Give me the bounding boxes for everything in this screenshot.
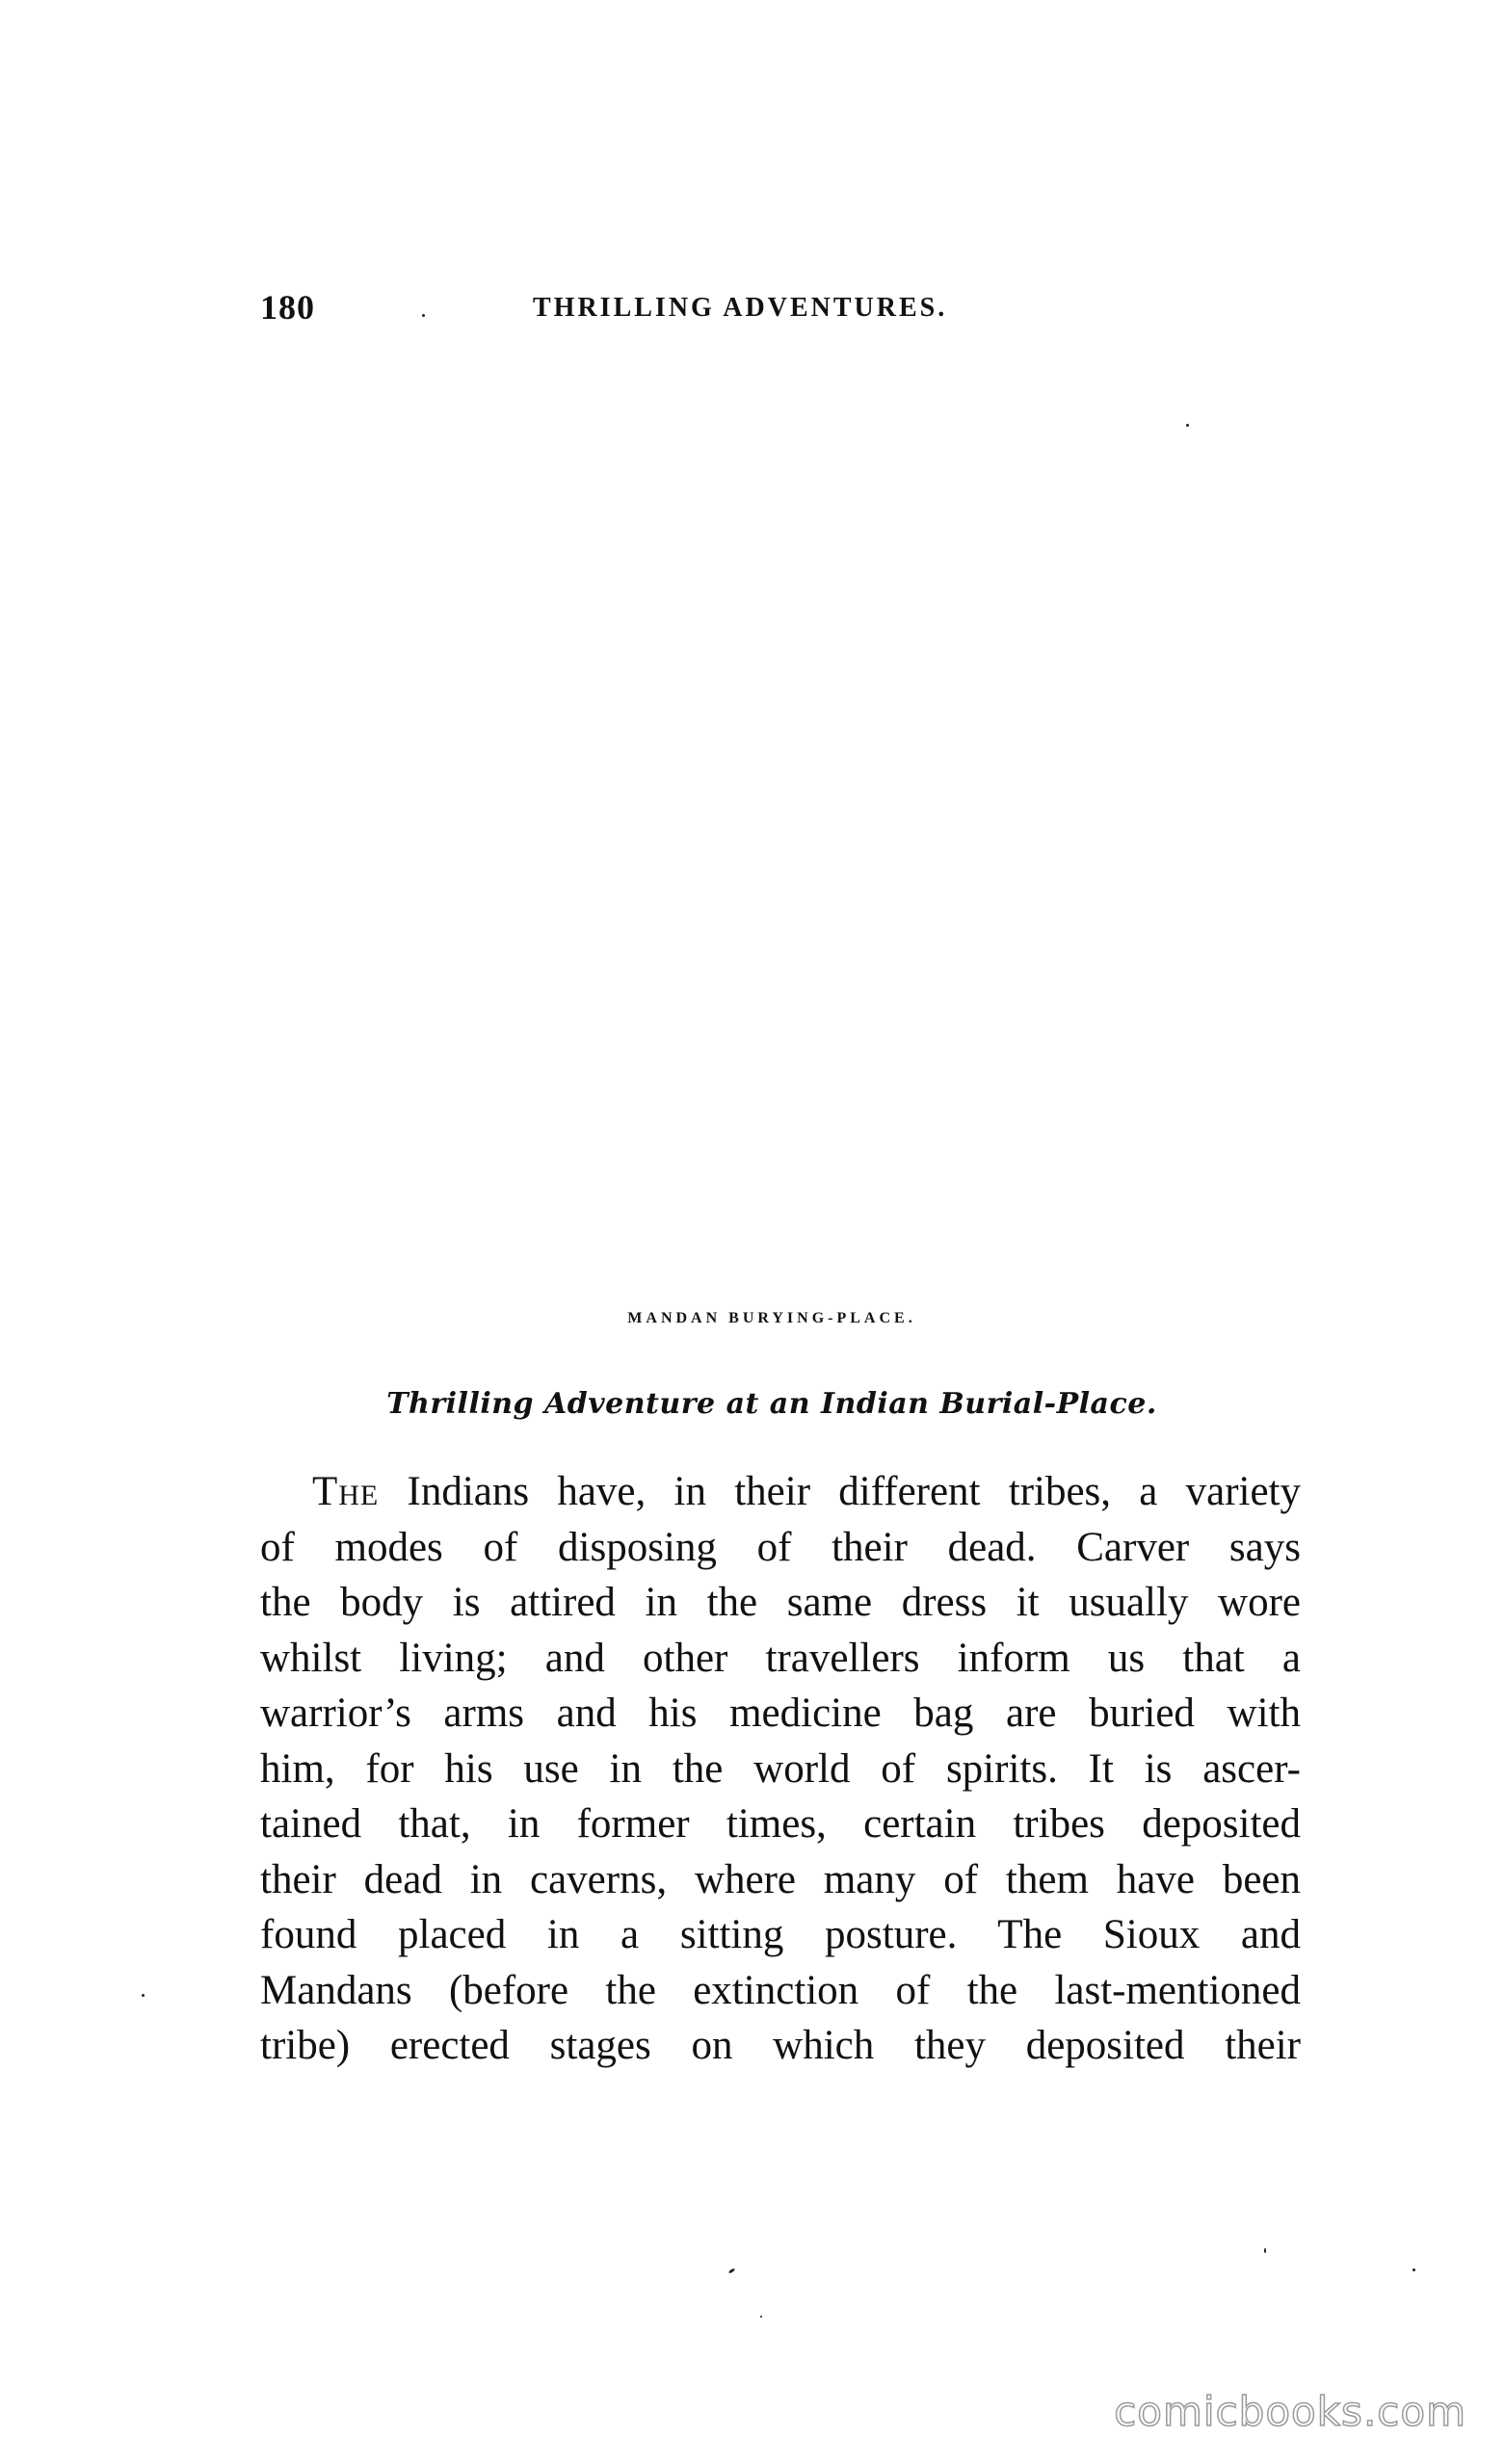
body-text: [260, 1464, 1301, 2074]
body-line: their dead in caverns, where many of them have been: [260, 1856, 1301, 1902]
body-line: tained that, in former times, certain tribes deposited: [260, 1801, 1301, 1847]
body-line: Mandans (before the extinction of the last-mentioned: [260, 1967, 1301, 2013]
body-line: the body is attired in the same dress it usually wore: [260, 1580, 1301, 1625]
illustration-caption: MANDAN BURYING-PLACE.: [627, 1310, 916, 1326]
ink-speck: [422, 314, 425, 317]
body-line: him, for his use in the world of spirits. It is ascer-: [260, 1745, 1301, 1792]
body-line: [260, 1464, 1301, 1520]
body-line: tribe) erected stages on which they deposited their: [260, 2023, 1301, 2068]
ink-speck: [728, 2267, 735, 2273]
illustration-area: [260, 385, 1301, 1281]
running-head: [260, 287, 1031, 335]
ink-speck: [1413, 2268, 1415, 2271]
ink-speck: [142, 1994, 145, 1997]
body-line-text: Indians have, in their different tribes, a variety: [379, 1469, 1301, 1514]
ink-speck: [760, 2316, 762, 2318]
body-line: warrior’s arms and his medicine bag are buried with: [260, 1691, 1301, 1736]
body-line: whilst living; and other travellers inform us that a: [260, 1635, 1301, 1681]
body-line: found placed in a sitting posture. The Sioux and: [260, 1912, 1301, 1957]
body-line: of modes of disposing of their dead. Carver says: [260, 1524, 1301, 1570]
watermark-logo: comicbooks.com: [1114, 2388, 1466, 2435]
ink-speck: [1264, 2248, 1266, 2253]
page-number: 180: [260, 288, 315, 327]
ink-speck: [1186, 424, 1189, 427]
lead-word: The: [312, 1469, 380, 1514]
section-title: Thrilling Adventure at an Indian Burial-Place.: [386, 1387, 1157, 1421]
running-title: THRILLING ADVENTURES.: [533, 293, 948, 323]
